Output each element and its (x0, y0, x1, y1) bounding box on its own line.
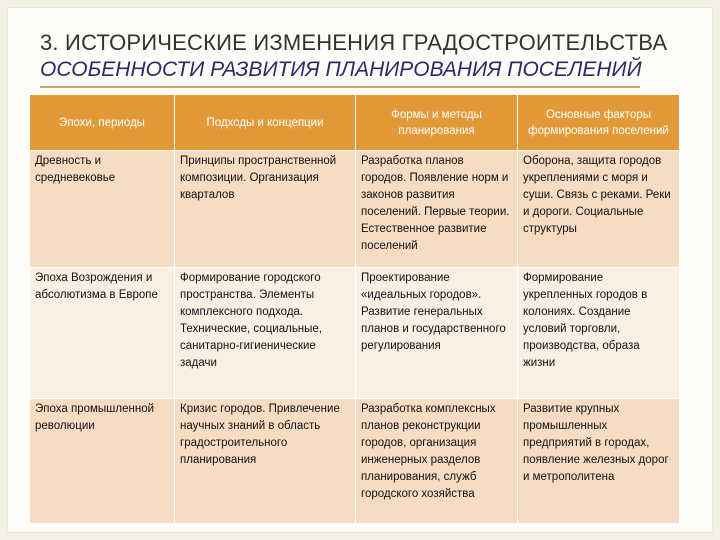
cell-method: Разработка планов городов. Появление норм и законов развития поселений. Первые теории. Естественное развитие поселений (356, 151, 518, 268)
cell-method: Проектирование «идеальных городов». Развитие генеральных планов и государственного регулирования (356, 268, 518, 399)
table-header-row (30, 95, 680, 151)
cell-method: Разработка комплексных планов реконструкции городов, организация инженерных разделов планирования, служб городского хозяйства (356, 399, 518, 524)
history-table (29, 94, 680, 524)
table-row (30, 151, 680, 268)
slide-subtitle: ОСОБЕННОСТИ РАЗВИТИЯ ПЛАНИРОВАНИЯ ПОСЕЛЕНИЙ (40, 58, 642, 81)
cell-approach: Кризис городов. Привлечение научных знаний в область градостроительного планирования (175, 399, 356, 524)
table-row (30, 399, 680, 524)
cell-factor: Оборона, защита городов укреплениями с моря и суши. Связь с реками. Реки и дороги. Социальные структуры (518, 151, 680, 268)
cell-factor: Развитие крупных промышленных предприятий в городах, появление железных дорог и метрополитена (518, 399, 680, 524)
header-approaches: Подходы и концепции (175, 95, 356, 151)
cell-era: Эпоха Возрождения и абсолютизма в Европе (30, 268, 175, 399)
slide-title: 3. ИСТОРИЧЕСКИЕ ИЗМЕНЕНИЯ ГРАДОСТРОИТЕЛЬСТВА (40, 30, 668, 55)
cell-approach: Формирование городского пространства. Элементы комплексного подхода. Технические, социальные, санитарно-гигиенические задачи (175, 268, 356, 399)
cell-factor: Формирование укрепленных городов в колониях. Создание условий торговли, производства, образа жизни (518, 268, 680, 399)
subtitle-underline (40, 86, 640, 88)
cell-approach: Принципы пространственной композиции. Организация кварталов (175, 151, 356, 268)
cell-era: Эпоха промышленной революции (30, 399, 175, 524)
header-eras: Эпохи, периоды (30, 95, 175, 151)
header-factors: Основные факторы формирования поселений (518, 95, 680, 151)
table-row (30, 268, 680, 399)
cell-era: Древность и средневековье (30, 151, 175, 268)
header-methods: Формы и методы планирования (356, 95, 518, 151)
